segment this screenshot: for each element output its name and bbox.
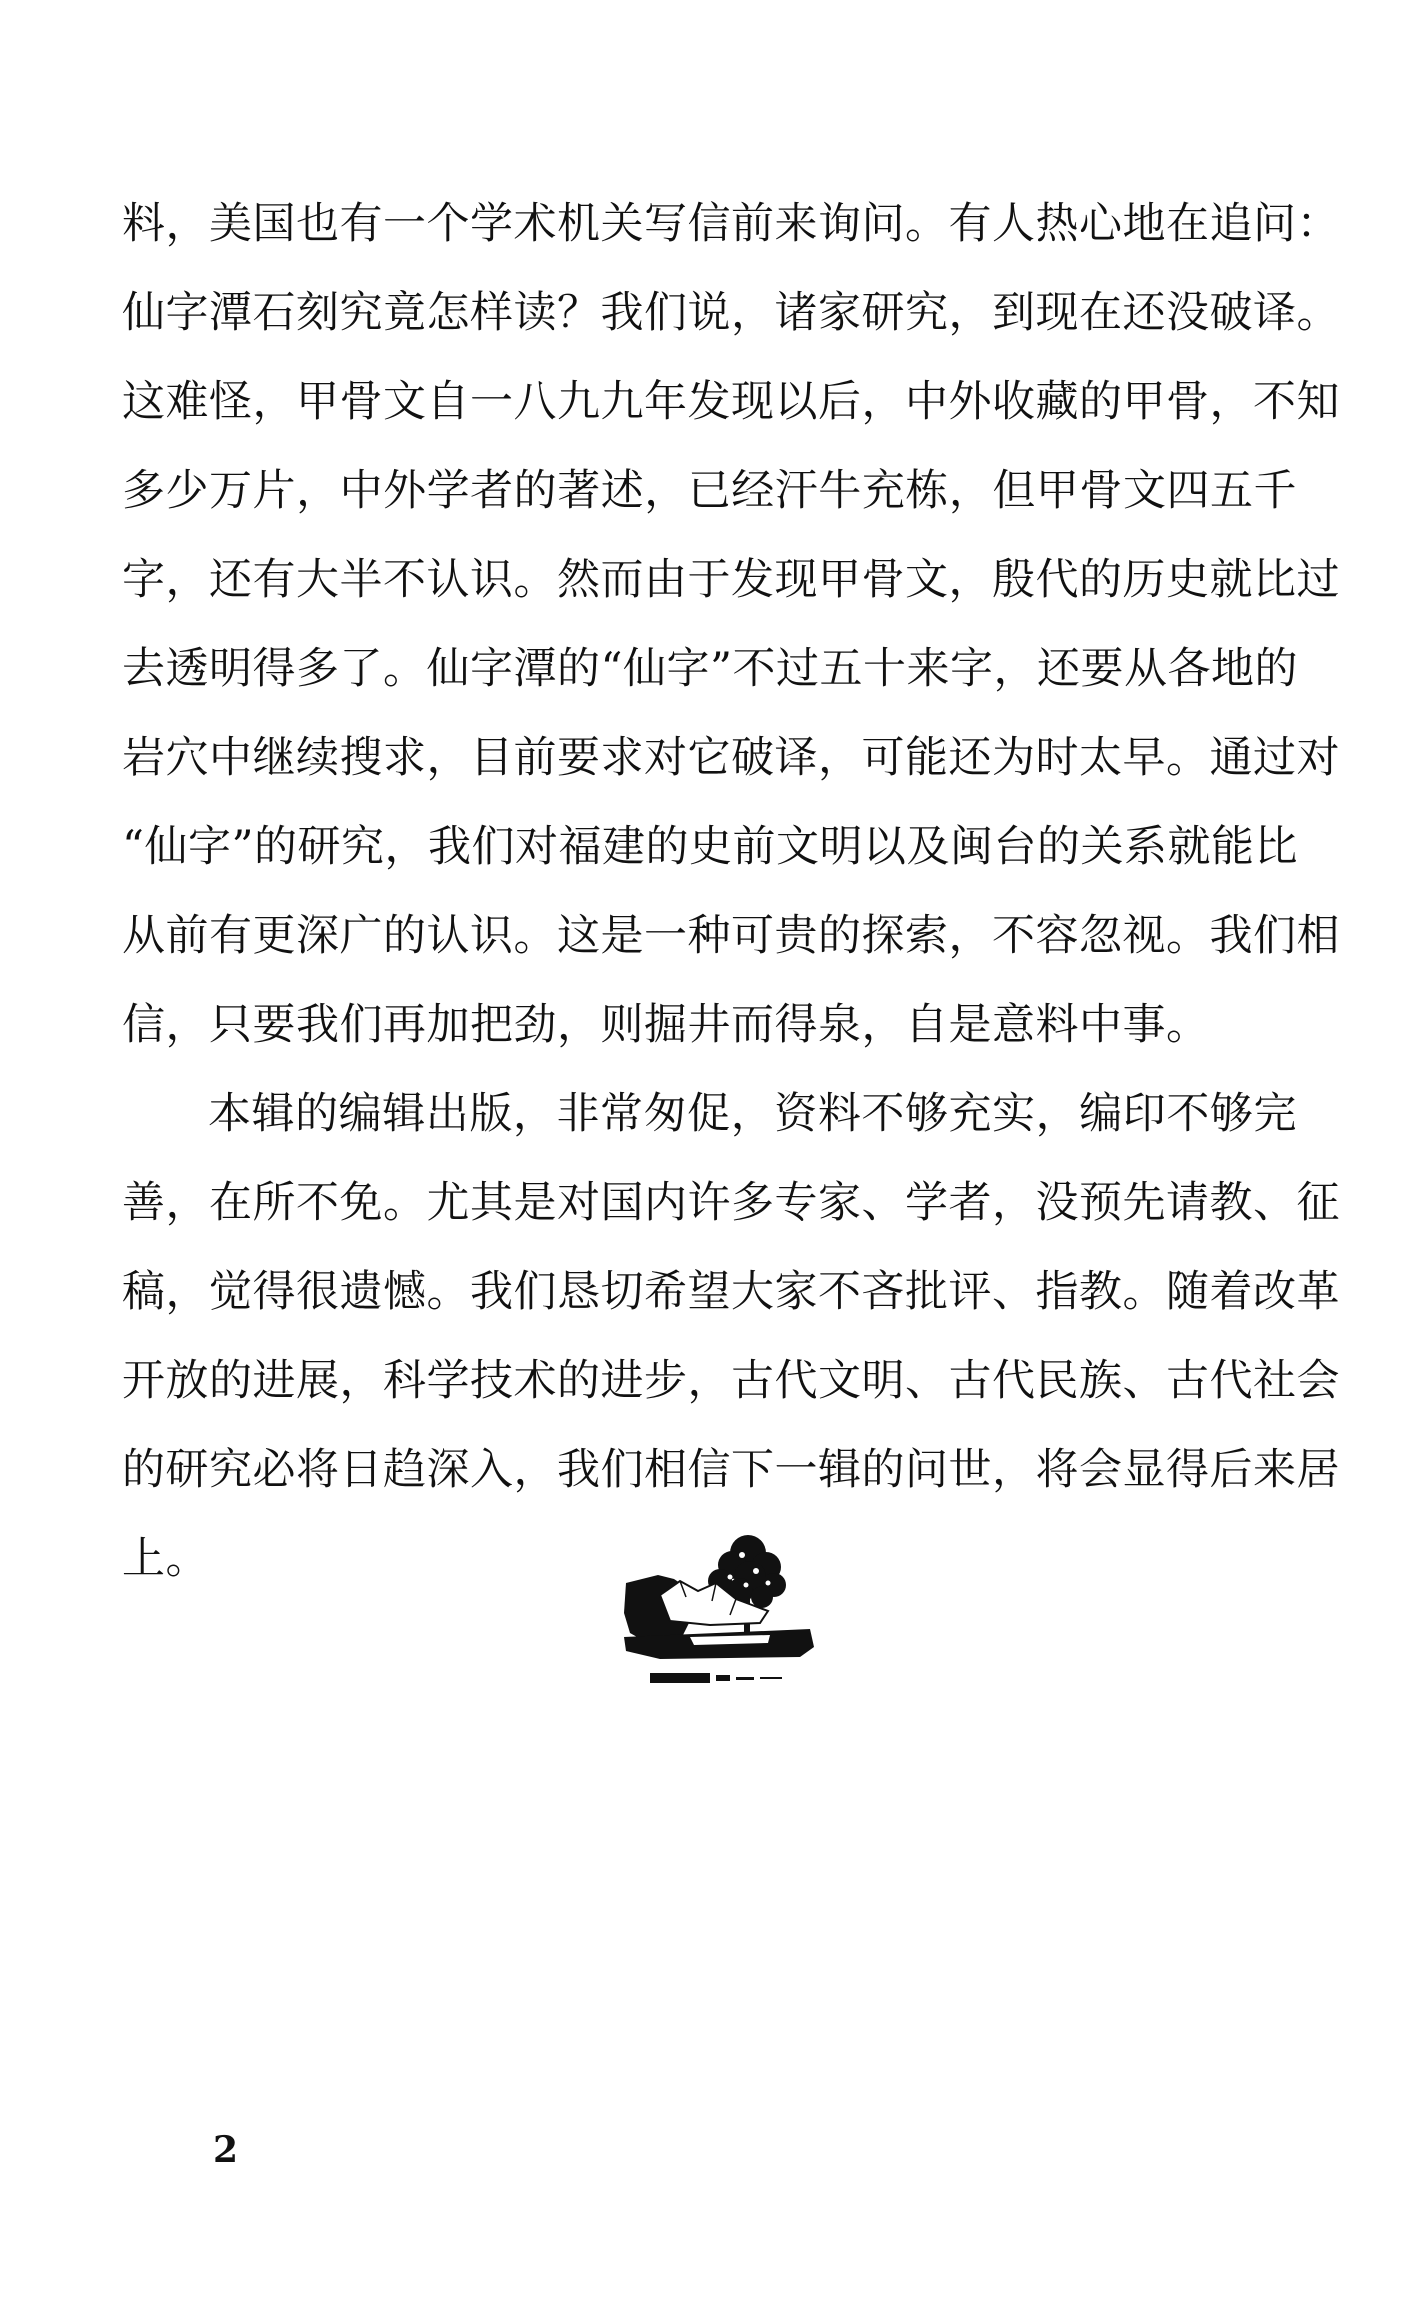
text-line: 字，还有大半不认识。然而由于发现甲骨文，殷代的历史就比过 xyxy=(122,555,1340,605)
text-line: 这难怪，甲骨文自一八九九年发现以后，中外收藏的甲骨，不知 xyxy=(122,377,1340,427)
text-line: 仙字潭石刻究竟怎样读？我们说，诸家研究，到现在还没破译。 xyxy=(122,288,1340,338)
text-line: 善，在所不免。尤其是对国内许多专家、学者，没预先请教、征 xyxy=(122,1178,1340,1228)
text-line: 的研究必将日趋深入，我们相信下一辑的问世，将会显得后来居 xyxy=(122,1445,1340,1495)
text-line: 岩穴中继续搜求，目前要求对它破译，可能还为时太早。通过对 xyxy=(122,733,1340,783)
landscape-vignette-icon xyxy=(620,1525,820,1695)
text-line: 料，美国也有一个学术机关写信前来询问。有人热心地在追问： xyxy=(122,199,1340,249)
body-text xyxy=(122,180,1340,1604)
text-line: 稿，觉得很遗憾。我们恳切希望大家不吝批评、指教。随着改革 xyxy=(122,1267,1340,1317)
text-line: 从前有更深广的认识。这是一种可贵的探索，不容忽视。我们相 xyxy=(122,911,1340,961)
text-line: 去透明得多了。仙字潭的“仙字”不过五十来字，还要从各地的 xyxy=(122,644,1298,694)
text-line: 本辑的编辑出版，非常匆促，资料不够充实，编印不够完 xyxy=(208,1089,1297,1139)
text-line: 开放的进展，科学技术的进步，古代文明、古代民族、古代社会 xyxy=(122,1356,1340,1406)
text-line: 多少万片，中外学者的著述，已经汗牛充栋，但甲骨文四五千 xyxy=(122,466,1297,516)
text-line: 信，只要我们再加把劲，则掘井而得泉，自是意料中事。 xyxy=(122,1000,1210,1050)
text-line: 上。 xyxy=(122,1534,209,1584)
text-line: “仙字”的研究，我们对福建的史前文明以及闽台的关系就能比 xyxy=(122,822,1298,872)
page-number: 2 xyxy=(213,2129,239,2171)
